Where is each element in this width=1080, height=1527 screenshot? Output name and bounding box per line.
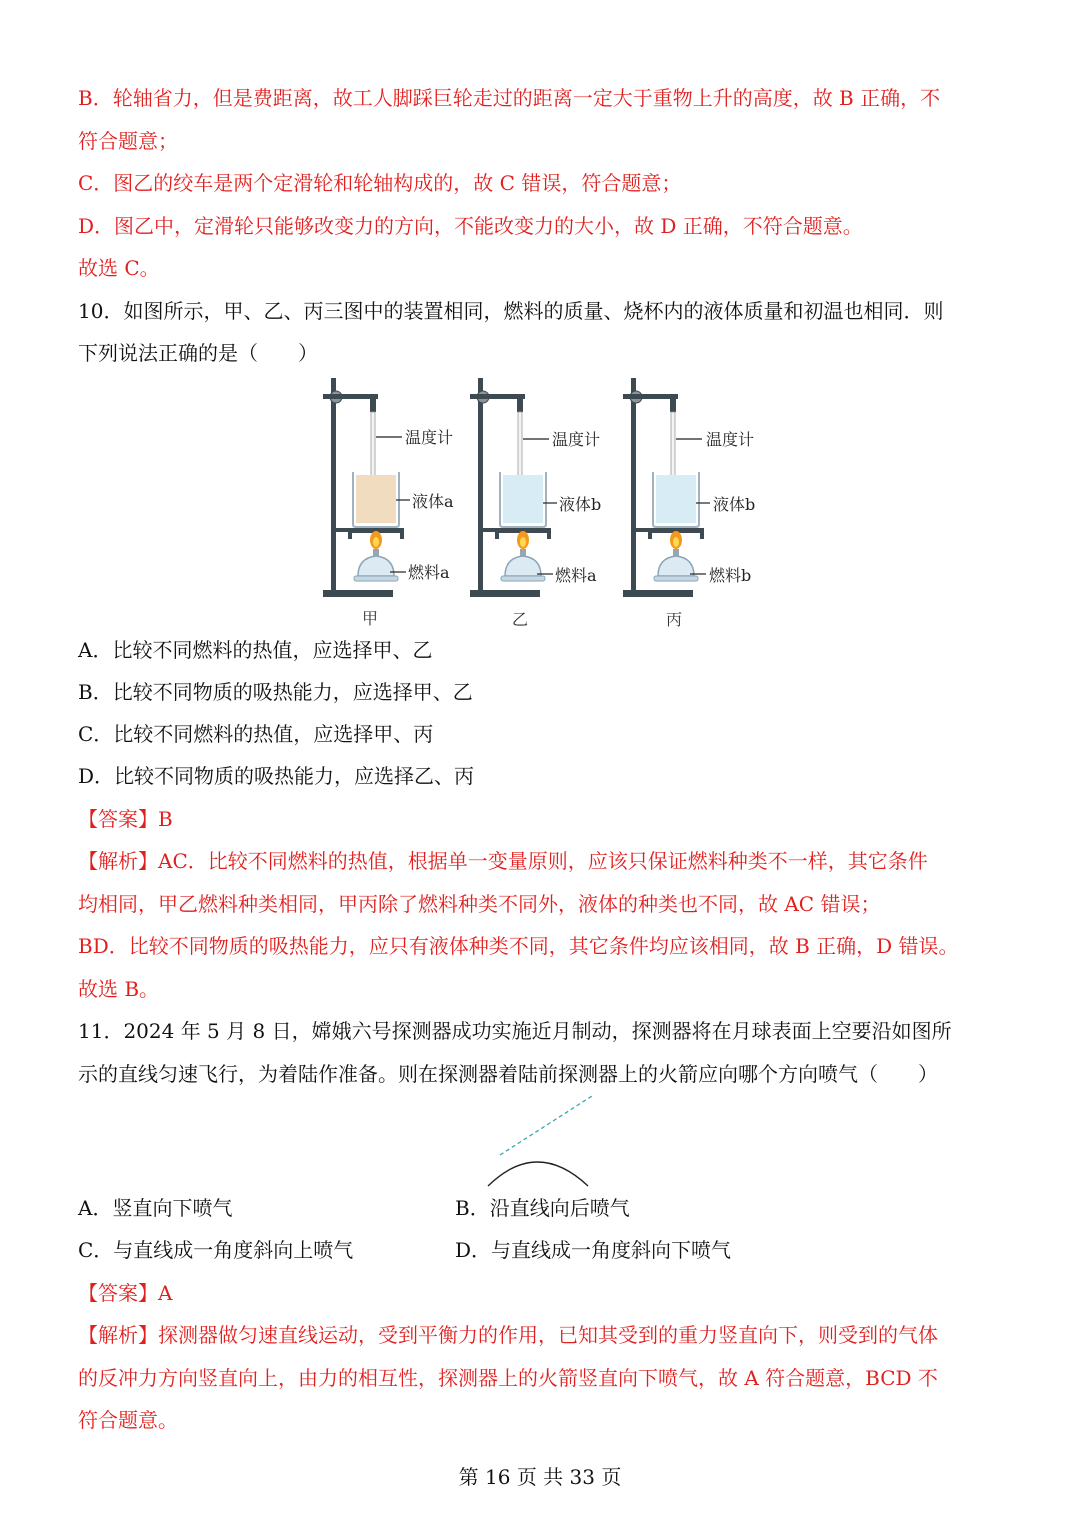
liquid-b-fill (503, 475, 543, 523)
q11-analysis-line3: 符合题意。 (78, 1408, 178, 1432)
page-number-footer: 第 16 页 共 33 页 (458, 1465, 622, 1489)
label-liquid-jia: 液体a (412, 492, 454, 511)
q10-stem-line1: 10．如图所示，甲、乙、丙三图中的装置相同，燃料的质量、烧杯内的液体质量和初温也相同．则 (78, 299, 944, 323)
prev-solution-d-line: D．图乙中，定滑轮只能够改变力的方向，不能改变力的大小，故 D 正确，不符合题意。 (78, 214, 863, 238)
label-thermometer-yi: 温度计 (552, 430, 601, 449)
q11-stem-line1: 11．2024 年 5 月 8 日，嫦娥六号探测器成功实施近月制动，探测器将在月球表面上空要沿如图所 (78, 1019, 952, 1043)
q11-option-a: A．竖直向下喷气 (78, 1196, 233, 1220)
label-fuel-jia: 燃料a (408, 563, 450, 582)
q10-answer: 【答案】B (78, 807, 173, 831)
q10-conclusion: 故选 B。 (78, 977, 160, 1001)
q10-option-d: D．比较不同物质的吸热能力，应选择乙、丙 (78, 764, 475, 788)
q10-analysis-line1: 【解析】AC．比较不同燃料的热值，根据单一变量原则，应该只保证燃料种类不一样，其它条件 (78, 849, 928, 873)
caption-jia: 甲 (362, 609, 379, 628)
label-liquid-yi: 液体b (559, 495, 602, 514)
q11-option-d: D．与直线成一角度斜向下喷气 (455, 1238, 732, 1262)
prev-solution-b-line2: 符合题意； (78, 129, 178, 153)
q11-analysis-line1: 【解析】探测器做匀速直线运动，受到平衡力的作用，已知其受到的重力竖直向下，则受到的气体 (78, 1323, 938, 1347)
q10-option-a: A．比较不同燃料的热值，应选择甲、乙 (78, 638, 433, 662)
label-liquid-bing: 液体b (713, 495, 756, 514)
q11-option-b: B．沿直线向后喷气 (455, 1196, 630, 1220)
label-thermometer-bing: 温度计 (706, 430, 755, 449)
caption-yi: 乙 (512, 610, 529, 629)
q11-answer: 【答案】A (78, 1281, 173, 1305)
liquid-b-fill (656, 475, 696, 523)
q10-analysis-line3: BD．比较不同物质的吸热能力，应只有液体种类不同，其它条件均应该相同，故 B 正确，D 错误。 (78, 934, 959, 958)
q11-analysis-line2: 的反冲力方向竖直向上，由力的相互性，探测器上的火箭竖直向下喷气，故 A 符合题意，BCD 不 (78, 1366, 938, 1390)
q11-option-c: C．与直线成一角度斜向上喷气 (78, 1238, 354, 1262)
q10-analysis-line2: 均相同，甲乙燃料种类相同，甲丙除了燃料种类不同外，液体的种类也不同，故 AC 错误； (78, 892, 881, 916)
prev-solution-conclusion: 故选 C。 (78, 256, 160, 280)
moon-surface-arc (488, 1162, 588, 1186)
q11-stem-line2: 示的直线匀速飞行，为着陆作准备。则在探测器着陆前探测器上的火箭应向哪个方向喷气（ ） (78, 1062, 938, 1086)
prev-solution-c-line: C．图乙的绞车是两个定滑轮和轮轴构成的，故 C 错误，符合题意； (78, 171, 682, 195)
label-fuel-bing: 燃料b (709, 566, 752, 585)
label-thermometer-jia: 温度计 (405, 428, 454, 447)
liquid-a-fill (356, 475, 396, 523)
q10-option-c: C．比较不同燃料的热值，应选择甲、丙 (78, 722, 434, 746)
q10-stem-line2: 下列说法正确的是（ ） (78, 341, 318, 365)
flight-path-line (500, 1096, 592, 1155)
prev-solution-b-line1: B．轮轴省力，但是费距离，故工人脚踩巨轮走过的距离一定大于重物上升的高度，故 B 正确，不 (78, 86, 941, 110)
caption-bing: 丙 (666, 610, 683, 629)
q11-trajectory-figure (480, 1090, 610, 1190)
label-fuel-yi: 燃料a (555, 566, 597, 585)
q10-option-b: B．比较不同物质的吸热能力，应选择甲、乙 (78, 680, 473, 704)
